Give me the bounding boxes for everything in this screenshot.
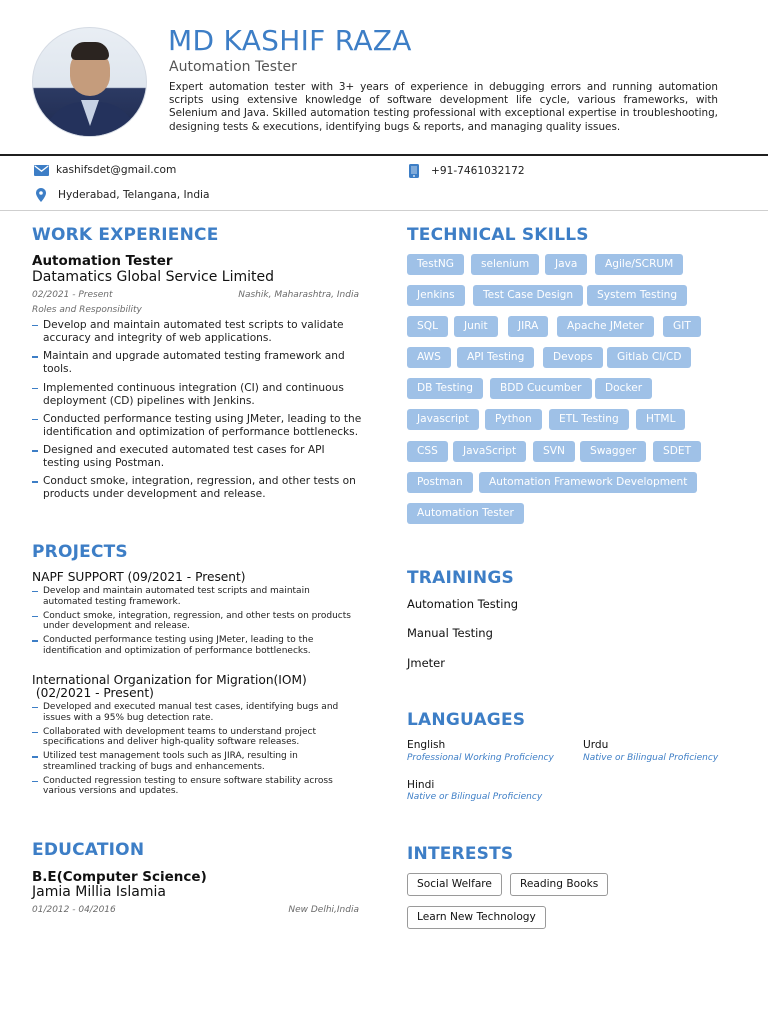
interest-tag: Learn New Technology (407, 906, 546, 929)
candidate-name: MD KASHIF RAZA (168, 24, 412, 57)
mobile-phone-icon (409, 164, 431, 178)
skill-tag: Gitlab CI/CD (607, 347, 691, 368)
interests-heading: INTERESTS (407, 844, 514, 864)
envelope-icon (34, 165, 56, 176)
project-title: International Organization for Migration(IOM) (32, 673, 307, 687)
list-item: Conducted performance testing using JMeter, leading to the identification and optimization of performance bottlenecks. (32, 413, 362, 439)
job-company: Datamatics Global Service Limited (32, 269, 274, 285)
list-item: Collaborated with development teams to understand project specifications and deliver high-quality software releases. (32, 727, 352, 748)
training-item: Jmeter (407, 656, 445, 670)
project-title: NAPF SUPPORT (09/2021 - Present) (32, 570, 246, 584)
list-item: Conducted performance testing using JMeter, leading to the identification and optimization of performance bottlenecks. (32, 635, 352, 656)
project-bullets (32, 586, 352, 660)
list-item: Conduct smoke, integration, regression, and other tests on products under development and release. (32, 611, 352, 632)
list-item: Conducted regression testing to ensure software stability across various versions and updates. (32, 776, 352, 797)
skill-tag: Apache JMeter (557, 316, 654, 337)
job-title: Automation Tester (32, 253, 173, 269)
profile-summary: Expert automation tester with 3+ years of experience in debugging errors and running automation scripts using extensive knowledge of software development life cycle, various frameworks, with Selenium and Java. Skilled automation testing professional with exceptional expertise in troubleshooting, designing tests & executions, identifying bugs & reports, and managing quality issues. (169, 81, 718, 133)
language-level: Native or Bilingual Proficiency (583, 753, 719, 763)
languages-heading: LANGUAGES (407, 710, 526, 730)
job-location: Nashik, Maharashtra, India (238, 290, 359, 300)
skill-tag: API Testing (457, 347, 534, 368)
skill-tag: SVN (533, 441, 575, 462)
trainings-heading: TRAININGS (407, 568, 514, 588)
job-subheading: Roles and Responsibility (32, 305, 142, 315)
skill-tag: CSS (407, 441, 448, 462)
skill-tag: Python (485, 409, 542, 430)
edu-location: New Delhi,India (288, 905, 359, 915)
language-name: Urdu (583, 739, 609, 751)
list-item: Designed and executed automated test cases for API testing using Postman. (32, 444, 362, 470)
project-dates: (02/2021 - Present) (32, 686, 154, 700)
skill-tag: SDET (653, 441, 701, 462)
contact-location (36, 188, 210, 202)
skill-tag: BDD Cucumber (490, 378, 592, 399)
skill-tag: Postman (407, 472, 473, 493)
skill-tag: ETL Testing (549, 409, 629, 430)
list-item: Develop and maintain automated test scripts and maintain automated testing framework. (32, 586, 352, 607)
skill-tag: GIT (663, 316, 701, 337)
interest-tag: Reading Books (510, 873, 608, 896)
map-pin-icon (36, 188, 58, 202)
skill-tag: JIRA (508, 316, 548, 337)
contact-email[interactable] (34, 164, 176, 176)
project-bullets (32, 702, 352, 800)
skill-tag: Java (545, 254, 587, 275)
profile-photo (32, 27, 147, 137)
language-level: Professional Working Proficiency (407, 753, 554, 763)
language-level: Native or Bilingual Proficiency (407, 792, 543, 802)
skill-tag: Agile/SCRUM (595, 254, 683, 275)
education-heading: EDUCATION (32, 840, 145, 860)
skill-tag: SQL (407, 316, 448, 337)
list-item: Develop and maintain automated test scripts to validate accuracy and integrity of web applications. (32, 319, 362, 345)
skill-tag: Docker (595, 378, 652, 399)
list-item: Conduct smoke, integration, regression, and other tests on products under development and release. (32, 475, 362, 501)
skill-tag: DB Testing (407, 378, 483, 399)
skill-tag: Automation Framework Development (479, 472, 697, 493)
candidate-role: Automation Tester (169, 59, 297, 75)
list-item: Developed and executed manual test cases, identifying bugs and issues with a 95% bug detection rate. (32, 702, 352, 723)
skill-tag: Javascript (407, 409, 479, 430)
contact-bar (0, 156, 768, 211)
work-experience-heading: WORK EXPERIENCE (32, 225, 219, 245)
list-item: Maintain and upgrade automated testing framework and tools. (32, 350, 362, 376)
training-item: Manual Testing (407, 626, 493, 640)
skill-tag: Swagger (580, 441, 646, 462)
skill-tag: Jenkins (407, 285, 465, 306)
skill-tag: System Testing (587, 285, 687, 306)
list-item: Utilized test management tools such as JIRA, resulting in streamlined tracking of bugs and enhancements. (32, 751, 352, 772)
skill-tag: selenium (471, 254, 539, 275)
job-dates: 02/2021 - Present (32, 290, 113, 300)
location-text: Hyderabad, Telangana, India (58, 189, 210, 201)
language-name: English (407, 739, 446, 751)
language-name: Hindi (407, 779, 435, 791)
training-item: Automation Testing (407, 597, 519, 611)
phone-text[interactable]: +91-7461032172 (431, 165, 525, 177)
technical-skills-heading: TECHNICAL SKILLS (407, 225, 589, 245)
skill-tag: Automation Tester (407, 503, 524, 524)
edu-degree: B.E(Computer Science) (32, 869, 207, 885)
skill-tag: Devops (543, 347, 603, 368)
resume-header (0, 0, 768, 154)
skill-tag: TestNG (407, 254, 464, 275)
skill-tag: HTML (636, 409, 685, 430)
skill-tag: AWS (407, 347, 451, 368)
edu-school: Jamia Millia Islamia (32, 884, 166, 900)
contact-phone[interactable] (409, 164, 525, 178)
interest-tag: Social Welfare (407, 873, 502, 896)
skill-tag: Junit (454, 316, 498, 337)
edu-dates: 01/2012 - 04/2016 (32, 905, 116, 915)
list-item: Implemented continuous integration (CI) and continuous deployment (CD) pipelines with Jenkins. (32, 382, 362, 408)
skill-tag: Test Case Design (473, 285, 583, 306)
email-text[interactable]: kashifsdet@gmail.com (56, 164, 177, 176)
projects-heading: PROJECTS (32, 542, 128, 562)
skill-tag: JavaScript (453, 441, 526, 462)
job-responsibilities (32, 319, 362, 507)
